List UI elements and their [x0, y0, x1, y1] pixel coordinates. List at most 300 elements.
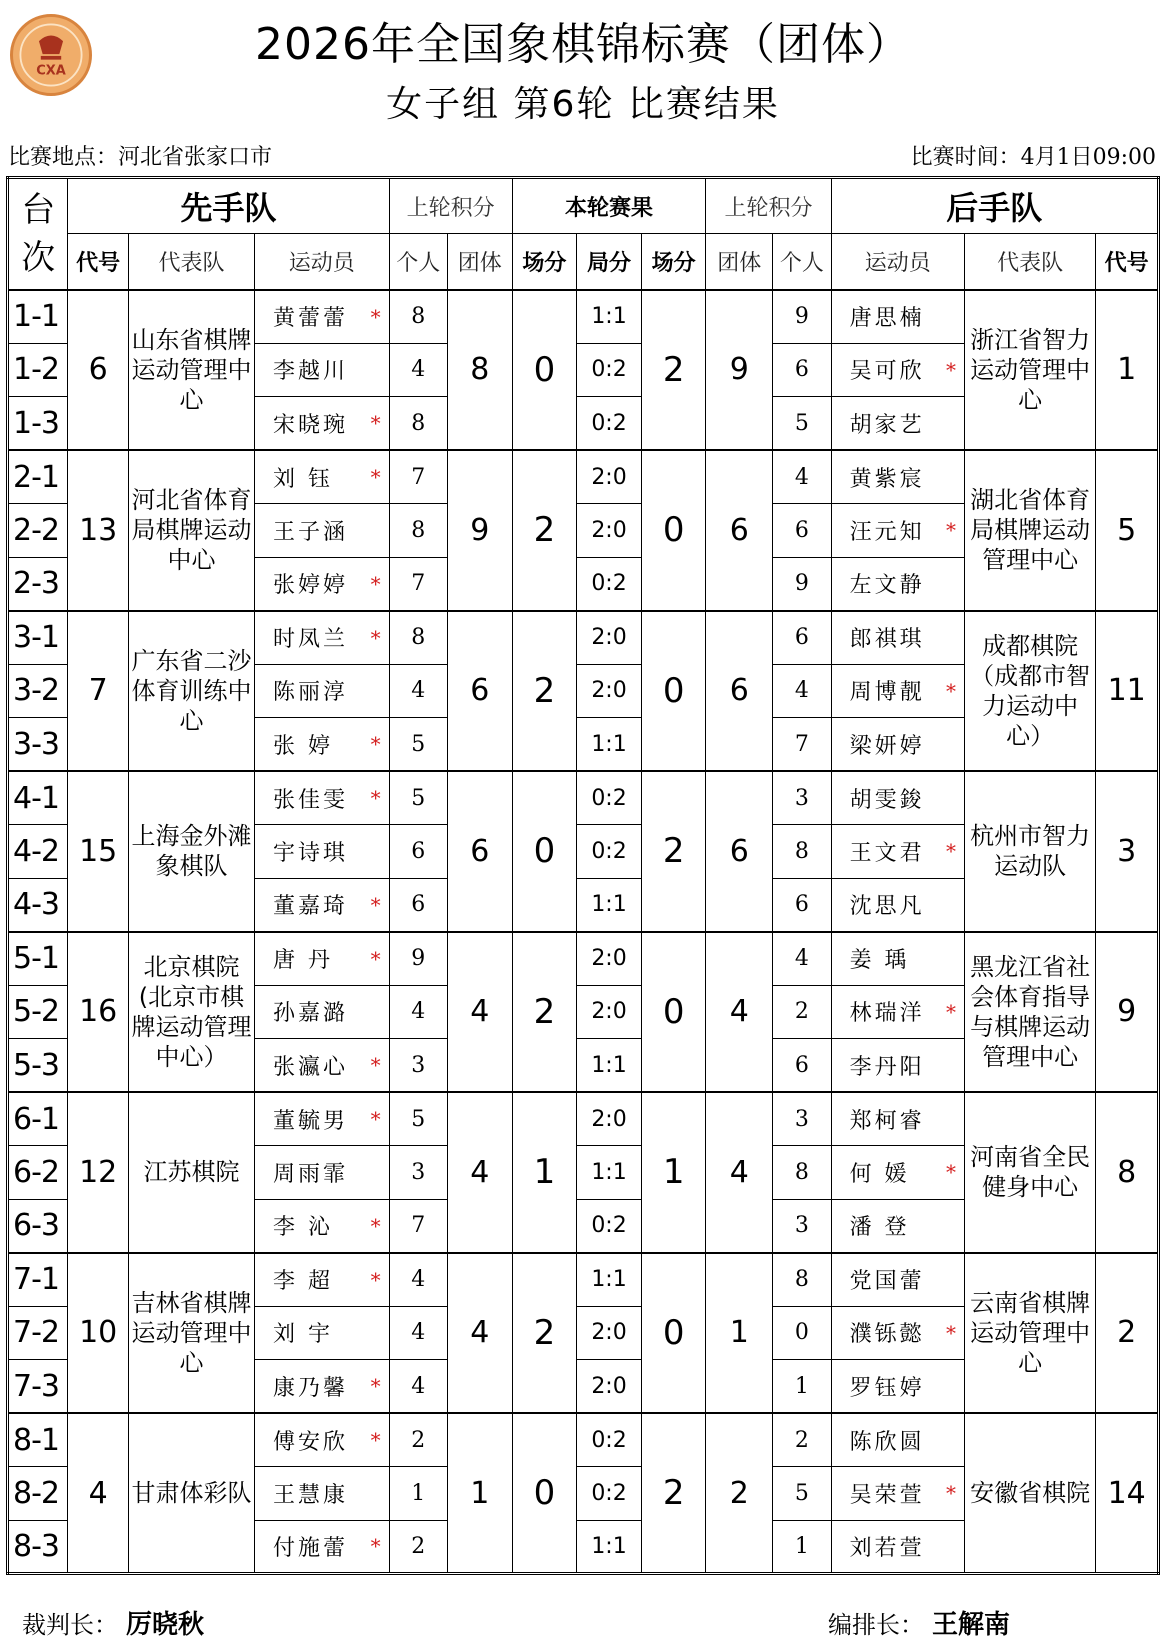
home-player-name: 张婷婷: [273, 573, 349, 598]
team-pts-header-2: 团体: [706, 234, 773, 290]
home-individual-points: 4: [389, 1306, 447, 1360]
home-player-cell: [255, 1253, 390, 1307]
star-icon: *: [946, 1481, 956, 1506]
game-score: 0:2: [577, 1199, 642, 1253]
home-individual-points: 2: [389, 1520, 447, 1574]
board-number: 1-3: [8, 397, 68, 451]
away-player-name: 黄紫宸: [849, 466, 925, 492]
home-team-name: 甘肃体彩队: [128, 1413, 254, 1574]
referee-label: 裁判长：: [22, 1611, 118, 1639]
game-score: 2:0: [577, 611, 642, 665]
game-score: 2:0: [577, 985, 642, 1039]
away-team-points: 4: [706, 1092, 773, 1253]
game-score: 0:2: [577, 557, 642, 611]
referee-name: 厉晓秋: [126, 1610, 205, 1640]
home-match-points: 2: [512, 450, 577, 611]
home-individual-points: 8: [389, 397, 447, 451]
away-individual-points: 3: [773, 771, 831, 825]
home-team-points: 4: [447, 932, 512, 1093]
game-score: 1:1: [577, 1146, 642, 1200]
away-match-points: 2: [641, 290, 706, 451]
away-team-name: 湖北省体育局棋牌运动管理中心: [965, 450, 1096, 611]
home-team-points: 1: [447, 1413, 512, 1574]
home-player-cell: [255, 825, 390, 879]
board-number: 2-3: [8, 557, 68, 611]
home-team-points: 4: [447, 1092, 512, 1253]
home-team-code: 13: [68, 450, 128, 611]
away-player-cell: [831, 450, 964, 504]
home-individual-points: 7: [389, 557, 447, 611]
board-number: 8-1: [8, 1413, 68, 1467]
home-match-points: 1: [512, 1092, 577, 1253]
star-icon: *: [370, 1267, 381, 1292]
home-player-cell: [255, 985, 390, 1039]
away-player-name: 梁妍婷: [849, 733, 925, 759]
home-player-name: 付施蕾: [273, 1535, 349, 1561]
home-match-points: 0: [512, 290, 577, 451]
away-player-cell: [831, 397, 964, 451]
table-row: [8, 450, 1159, 504]
home-team-code: 4: [68, 1413, 128, 1574]
home-individual-points: 4: [389, 1253, 447, 1307]
away-player-cell: [831, 1467, 964, 1521]
home-team-name: 上海金外滩象棋队: [128, 771, 254, 932]
board-number: 7-1: [8, 1253, 68, 1307]
home-player-name: 张 婷: [273, 733, 334, 759]
star-icon: *: [946, 518, 956, 543]
game-score: 0:2: [577, 343, 642, 397]
away-player-name: 李丹阳: [849, 1054, 925, 1080]
game-score: 1:1: [577, 878, 642, 932]
home-player-cell: [255, 1413, 390, 1467]
away-player-cell: [831, 1306, 964, 1360]
board-number: 3-1: [8, 611, 68, 665]
away-team-code: 8: [1096, 1092, 1159, 1253]
home-individual-points: 6: [389, 878, 447, 932]
away-player-cell: [831, 664, 964, 718]
home-player-cell: [255, 397, 390, 451]
home-team-name: 吉林省棋牌运动管理中心: [128, 1253, 254, 1414]
star-icon: *: [370, 1213, 381, 1238]
home-team-code: 7: [68, 611, 128, 772]
home-player-name: 傅安欣: [273, 1429, 349, 1455]
home-player-cell: [255, 343, 390, 397]
second-team-header: 后手队: [831, 178, 1158, 234]
results-table: [6, 176, 1160, 1575]
board-number: 2-2: [8, 504, 68, 558]
home-player-cell: [255, 1199, 390, 1253]
away-player-cell: [831, 1360, 964, 1414]
home-team-code: 15: [68, 771, 128, 932]
away-individual-points: 4: [773, 932, 831, 986]
board-header: 台次: [8, 178, 68, 290]
home-player-name: 康乃馨: [273, 1375, 349, 1401]
home-player-cell: [255, 932, 390, 986]
game-score: 1:1: [577, 1520, 642, 1574]
home-individual-points: 8: [389, 611, 447, 665]
home-match-points: 2: [512, 932, 577, 1093]
referee: [22, 1604, 204, 1641]
away-individual-points: 4: [773, 664, 831, 718]
time-text: 比赛时间：4月1日09:00: [910, 145, 1156, 170]
home-individual-points: 5: [389, 1092, 447, 1146]
home-team-code: 16: [68, 932, 128, 1093]
home-team-code: 6: [68, 290, 128, 451]
home-individual-points: 8: [389, 504, 447, 558]
individual-header: 个人: [389, 234, 447, 290]
team-header-2: 代表队: [965, 234, 1096, 290]
away-match-points: 2: [641, 1413, 706, 1574]
away-individual-points: 5: [773, 1467, 831, 1521]
board-number: 4-1: [8, 771, 68, 825]
away-individual-points: 4: [773, 450, 831, 504]
away-individual-points: 9: [773, 290, 831, 344]
home-player-cell: [255, 1520, 390, 1574]
star-icon: *: [370, 304, 381, 329]
away-player-cell: [831, 1520, 964, 1574]
home-player-cell: [255, 878, 390, 932]
away-team-name: 河南省全民健身中心: [965, 1092, 1096, 1253]
away-individual-points: 9: [773, 557, 831, 611]
away-team-points: 6: [706, 611, 773, 772]
away-player-name: 胡雯鋑: [849, 787, 925, 813]
home-individual-points: 8: [389, 290, 447, 344]
table-row: [8, 771, 1159, 825]
away-team-name: 成都棋院（成都市智力运动中心）: [965, 611, 1096, 772]
board-number: 8-3: [8, 1520, 68, 1574]
home-match-points: 2: [512, 611, 577, 772]
away-player-name: 吴可欣: [849, 359, 925, 385]
home-match-points: 0: [512, 1413, 577, 1574]
away-player-name: 左文静: [849, 573, 925, 598]
away-individual-points: 8: [773, 1146, 831, 1200]
individual-header-2: 个人: [773, 234, 831, 290]
home-individual-points: 1: [389, 1467, 447, 1521]
home-player-name: 张瀛心: [273, 1054, 349, 1080]
away-player-cell: [831, 771, 964, 825]
first-team-header: 先手队: [68, 178, 389, 234]
away-player-cell: [831, 718, 964, 772]
prev-points-header-2: 上轮积分: [706, 178, 831, 234]
away-individual-points: 2: [773, 1413, 831, 1467]
away-player-cell: [831, 504, 964, 558]
home-player-cell: [255, 450, 390, 504]
table-row: [8, 932, 1159, 986]
home-individual-points: 3: [389, 1146, 447, 1200]
home-team-code: 12: [68, 1092, 128, 1253]
game-score: 2:0: [577, 664, 642, 718]
away-match-points: 0: [641, 1253, 706, 1414]
home-player-cell: [255, 664, 390, 718]
home-individual-points: 7: [389, 1199, 447, 1253]
board-number: 6-2: [8, 1146, 68, 1200]
away-player-cell: [831, 611, 964, 665]
away-team-code: 2: [1096, 1253, 1159, 1414]
away-team-points: 6: [706, 450, 773, 611]
board-number: 1-2: [8, 343, 68, 397]
home-team-name: 河北省体育局棋牌运动中心: [128, 450, 254, 611]
board-number: 5-1: [8, 932, 68, 986]
game-score: 2:0: [577, 1092, 642, 1146]
home-team-name: 山东省棋牌运动管理中心: [128, 290, 254, 451]
home-player-name: 张佳雯: [273, 787, 349, 813]
away-individual-points: 6: [773, 343, 831, 397]
away-individual-points: 7: [773, 718, 831, 772]
away-team-points: 9: [706, 290, 773, 451]
home-individual-points: 5: [389, 718, 447, 772]
home-player-name: 周雨霏: [273, 1161, 349, 1187]
code-header: 代号: [68, 234, 128, 290]
away-player-cell: [831, 290, 964, 344]
home-team-name: 广东省二沙体育训练中心: [128, 611, 254, 772]
away-player-cell: [831, 825, 964, 879]
board-number: 7-3: [8, 1360, 68, 1414]
game-score: 1:1: [577, 718, 642, 772]
arranger: [828, 1604, 1010, 1641]
away-match-points: 1: [641, 1092, 706, 1253]
star-icon: *: [370, 892, 381, 917]
home-player-cell: [255, 611, 390, 665]
home-player-cell: [255, 290, 390, 344]
away-individual-points: 6: [773, 611, 831, 665]
home-player-cell: [255, 1360, 390, 1414]
home-team-name: 江苏棋院: [128, 1092, 254, 1253]
game-score: 0:2: [577, 825, 642, 879]
star-icon: *: [370, 625, 381, 650]
star-icon: *: [946, 839, 956, 864]
page-title: 2026年全国象棋锦标赛（团体）: [255, 19, 911, 70]
game-pts-header: 局分: [577, 234, 642, 290]
home-player-cell: [255, 1146, 390, 1200]
home-individual-points: 3: [389, 1039, 447, 1093]
home-individual-points: 4: [389, 985, 447, 1039]
away-player-name: 郑柯睿: [849, 1108, 925, 1134]
home-player-name: 宇诗琪: [273, 840, 349, 866]
home-individual-points: 4: [389, 343, 447, 397]
game-score: 1:1: [577, 290, 642, 344]
away-team-name: 浙江省智力运动管理中心: [965, 290, 1096, 451]
away-team-name: 杭州市智力运动队: [965, 771, 1096, 932]
board-number: 8-2: [8, 1467, 68, 1521]
away-player-name: 何 媛: [849, 1161, 910, 1187]
away-team-code: 14: [1096, 1413, 1159, 1574]
away-player-cell: [831, 1199, 964, 1253]
away-player-cell: [831, 985, 964, 1039]
board-number: 6-3: [8, 1199, 68, 1253]
home-player-cell: [255, 771, 390, 825]
away-player-name: 郎祺琪: [849, 627, 925, 652]
board-number: 2-1: [8, 450, 68, 504]
home-player-cell: [255, 1039, 390, 1093]
home-player-name: 李 沁: [273, 1215, 334, 1240]
star-icon: *: [370, 1428, 381, 1452]
star-icon: *: [946, 999, 956, 1024]
away-player-cell: [831, 1039, 964, 1093]
board-number: 1-1: [8, 290, 68, 344]
board-number: 4-3: [8, 878, 68, 932]
board-number: 7-2: [8, 1306, 68, 1360]
away-individual-points: 3: [773, 1092, 831, 1146]
star-icon: *: [370, 732, 381, 756]
away-player-name: 沈思凡: [849, 894, 925, 919]
away-team-name: 云南省棋牌运动管理中心: [965, 1253, 1096, 1414]
star-icon: *: [370, 1053, 381, 1077]
home-individual-points: 6: [389, 825, 447, 879]
away-team-code: 11: [1096, 611, 1159, 772]
arranger-label: 编排长：: [828, 1611, 924, 1639]
star-icon: *: [946, 1320, 956, 1345]
home-team-points: 9: [447, 450, 512, 611]
away-player-name: 林瑞洋: [849, 1001, 925, 1027]
home-player-cell: [255, 1467, 390, 1521]
table-row: [8, 1413, 1159, 1467]
logo-text: CXA: [36, 63, 66, 79]
away-team-points: 6: [706, 771, 773, 932]
home-player-name: 刘 钰: [273, 466, 334, 492]
away-individual-points: 2: [773, 985, 831, 1039]
home-player-name: 董毓男: [273, 1108, 349, 1134]
star-icon: *: [946, 1160, 956, 1185]
home-player-name: 时凤兰: [273, 627, 349, 652]
table-row: [8, 290, 1159, 344]
star-icon: *: [370, 1534, 381, 1559]
player-header: 运动员: [255, 234, 390, 290]
away-player-name: 刘若萱: [849, 1535, 925, 1561]
home-player-name: 李 超: [273, 1269, 334, 1294]
away-individual-points: 1: [773, 1360, 831, 1414]
away-player-name: 姜 瑀: [849, 948, 910, 973]
away-player-name: 王文君: [849, 840, 925, 866]
away-player-cell: [831, 1253, 964, 1307]
home-individual-points: 2: [389, 1413, 447, 1467]
away-player-name: 潘 登: [849, 1215, 910, 1240]
home-individual-points: 5: [389, 771, 447, 825]
game-score: 2:0: [577, 504, 642, 558]
away-individual-points: 8: [773, 825, 831, 879]
this-round-header: 本轮赛果: [512, 178, 706, 234]
home-team-points: 6: [447, 611, 512, 772]
away-player-cell: [831, 932, 964, 986]
home-player-name: 陈丽淳: [273, 680, 349, 706]
player-header-2: 运动员: [831, 234, 964, 290]
away-team-code: 3: [1096, 771, 1159, 932]
away-player-cell: [831, 557, 964, 611]
star-icon: *: [370, 786, 381, 810]
away-team-name: 安徽省棋院: [965, 1413, 1096, 1574]
away-player-name: 汪元知: [849, 519, 925, 545]
away-player-name: 党国蕾: [849, 1269, 925, 1294]
home-match-points: 0: [512, 771, 577, 932]
home-player-name: 黄蕾蕾: [273, 306, 349, 331]
away-player-cell: [831, 1092, 964, 1146]
board-number: 6-1: [8, 1092, 68, 1146]
away-player-name: 濮铄懿: [849, 1322, 925, 1348]
game-score: 0:2: [577, 771, 642, 825]
away-team-points: 1: [706, 1253, 773, 1414]
away-individual-points: 0: [773, 1306, 831, 1360]
match-pts-header-2: 场分: [641, 234, 706, 290]
away-player-cell: [831, 878, 964, 932]
away-player-name: 吴荣萱: [849, 1482, 925, 1508]
star-icon: *: [370, 571, 381, 596]
results-body: [8, 290, 1159, 1574]
home-player-cell: [255, 1092, 390, 1146]
away-match-points: 0: [641, 450, 706, 611]
board-number: 4-2: [8, 825, 68, 879]
away-team-code: 1: [1096, 290, 1159, 451]
away-match-points: 2: [641, 771, 706, 932]
match-pts-header: 场分: [512, 234, 577, 290]
board-number: 3-3: [8, 718, 68, 772]
game-score: 2:0: [577, 1306, 642, 1360]
home-player-name: 唐 丹: [273, 948, 334, 973]
game-score: 2:0: [577, 1360, 642, 1414]
star-icon: *: [370, 1374, 381, 1398]
game-score: 2:0: [577, 932, 642, 986]
home-player-cell: [255, 718, 390, 772]
home-team-code: 10: [68, 1253, 128, 1414]
table-row: [8, 611, 1159, 665]
game-score: 0:2: [577, 397, 642, 451]
home-individual-points: 4: [389, 1360, 447, 1414]
star-icon: *: [946, 678, 956, 703]
home-team-name: 北京棋院(北京市棋牌运动管理中心）: [128, 932, 254, 1093]
home-individual-points: 7: [389, 450, 447, 504]
star-icon: *: [370, 946, 381, 971]
home-individual-points: 9: [389, 932, 447, 986]
away-individual-points: 6: [773, 878, 831, 932]
home-player-name: 宋晓琬: [273, 412, 349, 438]
away-team-code: 9: [1096, 932, 1159, 1093]
star-icon: *: [370, 465, 381, 489]
arranger-name: 王解南: [932, 1610, 1011, 1640]
home-player-name: 李越川: [273, 359, 349, 385]
home-player-cell: [255, 504, 390, 558]
away-team-points: 4: [706, 932, 773, 1093]
away-player-cell: [831, 343, 964, 397]
away-player-name: 罗钰婷: [849, 1375, 925, 1401]
team-pts-header: 团体: [447, 234, 512, 290]
home-player-name: 董嘉琦: [273, 894, 349, 919]
home-team-points: 6: [447, 771, 512, 932]
star-icon: *: [370, 1107, 381, 1131]
home-player-name: 王子涵: [273, 519, 349, 545]
away-individual-points: 6: [773, 1039, 831, 1093]
away-individual-points: 6: [773, 504, 831, 558]
game-score: 2:0: [577, 450, 642, 504]
home-player-name: 刘 宇: [273, 1322, 334, 1348]
table-row: [8, 1092, 1159, 1146]
away-individual-points: 1: [773, 1520, 831, 1574]
home-individual-points: 4: [389, 664, 447, 718]
away-player-name: 陈欣圆: [849, 1429, 925, 1455]
away-team-name: 黑龙江省社会体育指导与棋牌运动管理中心: [965, 932, 1096, 1093]
home-team-points: 8: [447, 290, 512, 451]
home-team-points: 4: [447, 1253, 512, 1414]
team-header: 代表队: [128, 234, 254, 290]
page-subtitle: 女子组 第6轮 比赛结果: [386, 84, 780, 125]
star-icon: *: [946, 357, 956, 382]
game-score: 1:1: [577, 1253, 642, 1307]
away-player-name: 周博靓: [849, 680, 925, 706]
home-player-cell: [255, 557, 390, 611]
board-number: 3-2: [8, 664, 68, 718]
away-match-points: 0: [641, 611, 706, 772]
code-header-2: 代号: [1096, 234, 1159, 290]
home-player-name: 王慧康: [273, 1482, 349, 1508]
home-match-points: 2: [512, 1253, 577, 1414]
away-individual-points: 3: [773, 1199, 831, 1253]
